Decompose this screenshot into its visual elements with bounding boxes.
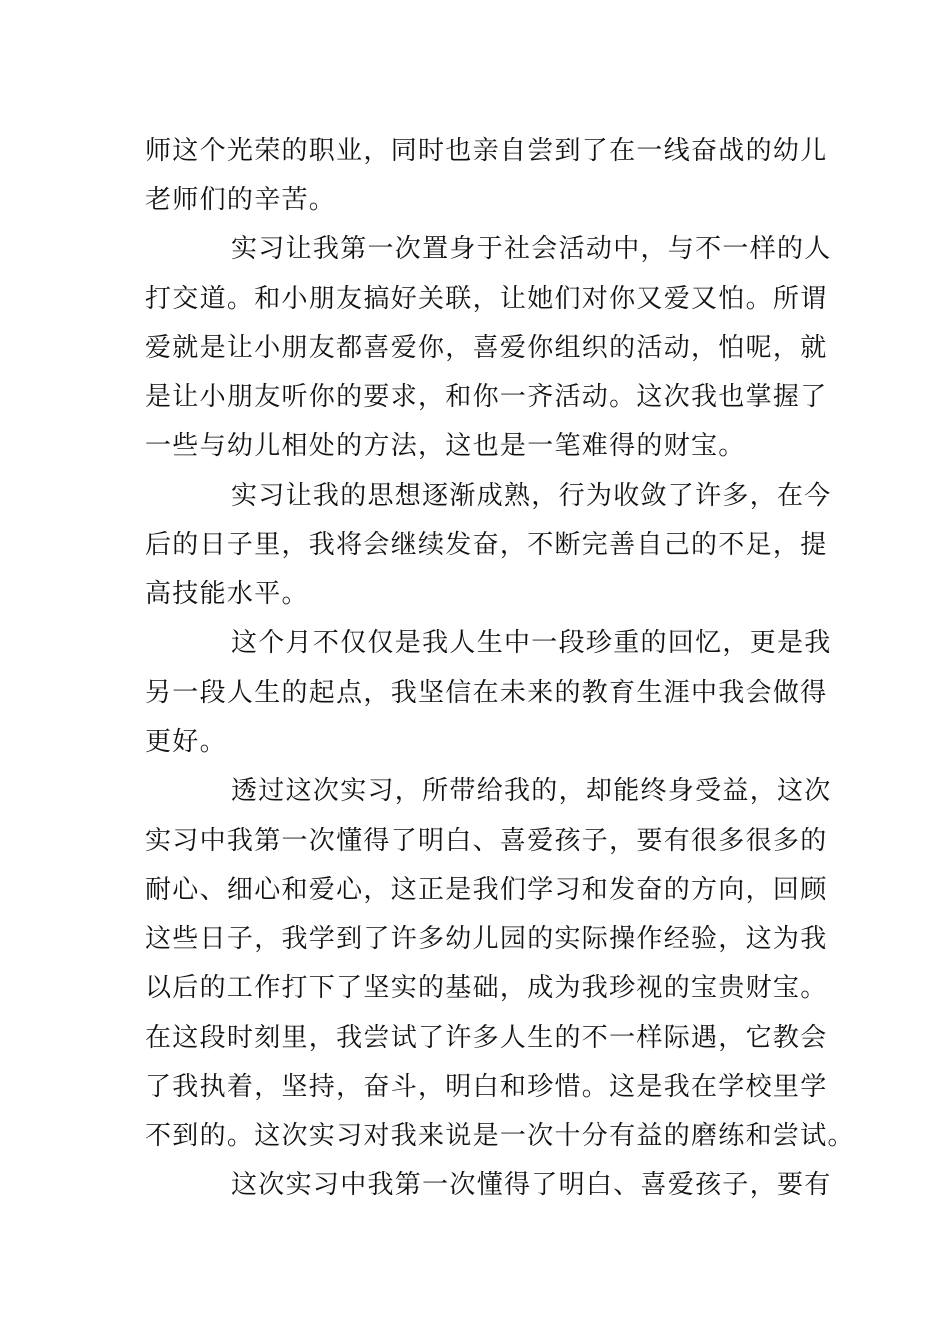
text-line: 是让小朋友听你的要求，和你一齐活动。这次我也掌握了 — [145, 382, 828, 412]
text-line: 耐心、细心和爱心，这正是我们学习和发奋的方向，回顾 — [145, 875, 828, 905]
paragraph-first-line: 实习让我的思想逐渐成熟，行为收敛了许多，在今 — [231, 481, 832, 511]
text-line: 师这个光荣的职业，同时也亲自尝到了在一线奋战的幼儿 — [145, 136, 828, 166]
paragraph-first-line: 实习让我第一次置身于社会活动中，与不一样的人 — [231, 234, 832, 264]
text-line: 一些与幼儿相处的方法，这也是一笔难得的财宝。 — [145, 431, 746, 461]
text-line: 老师们的辛苦。 — [145, 185, 337, 215]
text-line: 不到的。这次实习对我来说是一次十分有益的磨练和尝试。 — [145, 1121, 855, 1151]
text-line: 更好。 — [145, 727, 227, 757]
text-line: 打交道。和小朋友搞好关联，让她们对你又爱又怕。所谓 — [145, 284, 828, 314]
text-line: 在这段时刻里，我尝试了许多人生的不一样际遇，它教会 — [145, 1023, 828, 1053]
paragraph-first-line: 这次实习中我第一次懂得了明白、喜爱孩子，要有 — [231, 1170, 832, 1200]
text-line: 另一段人生的起点，我坚信在未来的教育生涯中我会做得 — [145, 678, 828, 708]
text-line: 后的日子里，我将会继续发奋，不断完善自己的不足，提 — [145, 530, 828, 560]
text-line: 实习中我第一次懂得了明白、喜爱孩子，要有很多很多的 — [145, 826, 828, 856]
text-line: 爱就是让小朋友都喜爱你，喜爱你组织的活动，怕呢，就 — [145, 333, 828, 363]
text-line: 高技能水平。 — [145, 579, 309, 609]
text-line: 了我执着，坚持，奋斗，明白和珍惜。这是我在学校里学 — [145, 1072, 828, 1102]
text-line: 以后的工作打下了坚实的基础，成为我珍视的宝贵财宝。 — [145, 973, 828, 1003]
paragraph-first-line: 这个月不仅仅是我人生中一段珍重的回忆，更是我 — [231, 628, 832, 658]
paragraph-first-line: 透过这次实习，所带给我的，却能终身受益，这次 — [231, 776, 832, 806]
text-line: 这些日子，我学到了许多幼儿园的实际操作经验，这为我 — [145, 924, 828, 954]
